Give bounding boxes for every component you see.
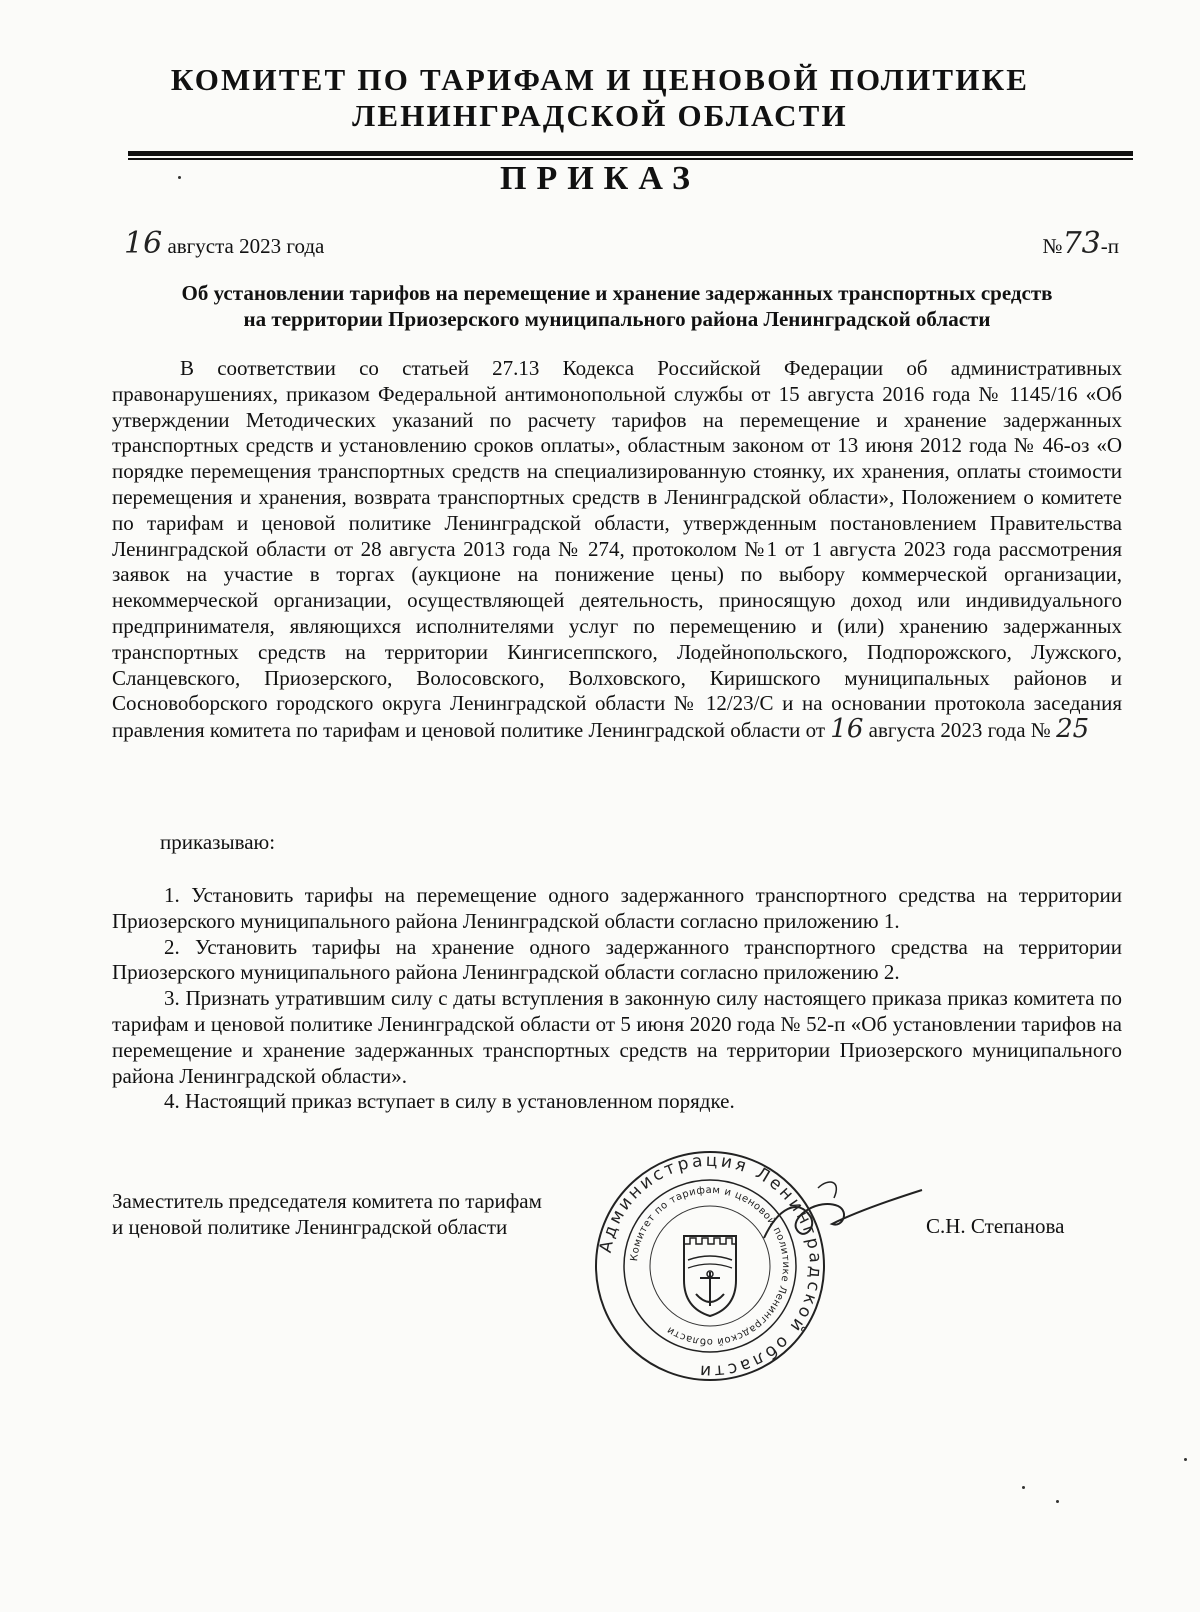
handwritten-number: 73: [1062, 226, 1101, 261]
handwritten-day: 16: [124, 226, 163, 261]
org-line-2: ЛЕНИНГРАДСКОЙ ОБЛАСТИ: [352, 98, 848, 133]
scan-speck: [1022, 1486, 1025, 1489]
signatory-role: [112, 1188, 542, 1240]
number-suffix: -п: [1100, 234, 1119, 258]
number-prefix: №: [1042, 234, 1063, 258]
header-rule-thick: [128, 151, 1133, 156]
document-date: [124, 226, 324, 261]
protocol-date-text: августа 2023 года №: [868, 718, 1051, 743]
svg-text:Комитет по тарифам и ценовой п: Комитет по тарифам и ценовой политике Ленинградской области: [629, 1184, 792, 1348]
org-line-1: КОМИТЕТ ПО ТАРИФАМ И ЦЕНОВОЙ ПОЛИТИКЕ: [170, 62, 1030, 97]
preamble-paragraph: [112, 356, 1122, 744]
scan-speck: [1184, 1458, 1187, 1461]
handwritten-protocol-day: 16: [830, 714, 864, 745]
organization-name: [0, 62, 1200, 134]
order-word: приказываю:: [160, 830, 276, 854]
document-title: ПРИКАЗ: [500, 160, 700, 197]
document-subject: [112, 280, 1122, 332]
role-line-2: и ценовой политике Ленинградской области: [112, 1215, 508, 1239]
subject-line-2: на территории Приозерского муниципального района Ленинградской области: [243, 307, 991, 331]
date-text: августа 2023 года: [167, 234, 325, 258]
signatory-name: С.Н. Степанова: [926, 1214, 1065, 1238]
subject-line-1: Об установлении тарифов на перемещение и хранение задержанных транспортных средств: [181, 281, 1053, 305]
scan-speck: [178, 176, 181, 179]
order-item-2: 2. Установить тарифы на хранение одного задержанного транспортного средства на территории Приозерского муниципального района Ленинградской области согласно приложению 2.: [112, 934, 1122, 985]
role-line-1: Заместитель председателя комитета по тарифам: [112, 1189, 542, 1213]
handwritten-signature: [758, 1168, 928, 1258]
order-items: [112, 883, 1122, 1115]
order-item-4: 4. Настоящий приказ вступает в силу в установленном порядке.: [164, 1089, 735, 1114]
svg-text:Администрация Ленинградской об: Администрация Ленинградской области: [595, 1150, 826, 1382]
order-item-1: 1. Установить тарифы на перемещение одного задержанного транспортного средства на территории Приозерского муниципального района Ленинградской области согласно приложению 1.: [112, 883, 1122, 933]
preamble-text: В соответствии со статьей 27.13 Кодекса Российской Федерации об административных правонарушениях, приказом Федеральной антимонопольной службы от 15 августа 2016 года № 1145/16 «Об утверждении Методических указаний по расчету тарифов на перемещение и хранение задержанных транспортных средств и установлению сроков оплаты», областным законом от 13 июня 2012 года № 46-оз «О порядке перемещения транспортных средств на специализированную стоянку, их хранения, оплаты стоимости перемещения и хранения, возврата транспортных средств в Ленинградской области», Положением о комитете по тарифам и ценовой политике Ленинградской области, утвержденным постановлением Правительства Ленинградской области от 28 августа 2013 года № 274, протоколом №1 от 1 августа 2023 года рассмотрения заявок на участие в торгах (аукционе на понижение цены) по выбору коммерческой организации, некоммерческой организации, осуществляющей деятельность, приносящую доход или индивидуального предпринимателя, являющихся исполнителями услуг по перемещению и (или) хранению задержанных транспортных средств на территории Кингисеппского, Лодейнопольского, Подпорожского, Лужского, Сланцевского, Приозерского, Волосовского, Волховского, Киришского муниципальных районов и Сосновоборского городского округа Ленинградской области № 12/23/С и на основании протокола заседания правления комитета по тарифам и ценовой политике Ленинградской области от: [112, 356, 1122, 743]
document-number: [1043, 226, 1119, 261]
handwritten-protocol-number: 25: [1056, 714, 1090, 745]
order-item-3: 3. Признать утратившим силу с даты вступления в законную силу настоящего приказа приказ комитета по тарифам и ценовой политике Ленинградской области от 5 июня 2020 года № 52-п «Об установлении тарифов на перемещение и хранение задержанных транспортных средств на территории Приозерского муниципального района Ленинградской области».: [112, 986, 1122, 1088]
scan-speck: [1056, 1500, 1059, 1503]
date-number-row: [124, 220, 1119, 260]
